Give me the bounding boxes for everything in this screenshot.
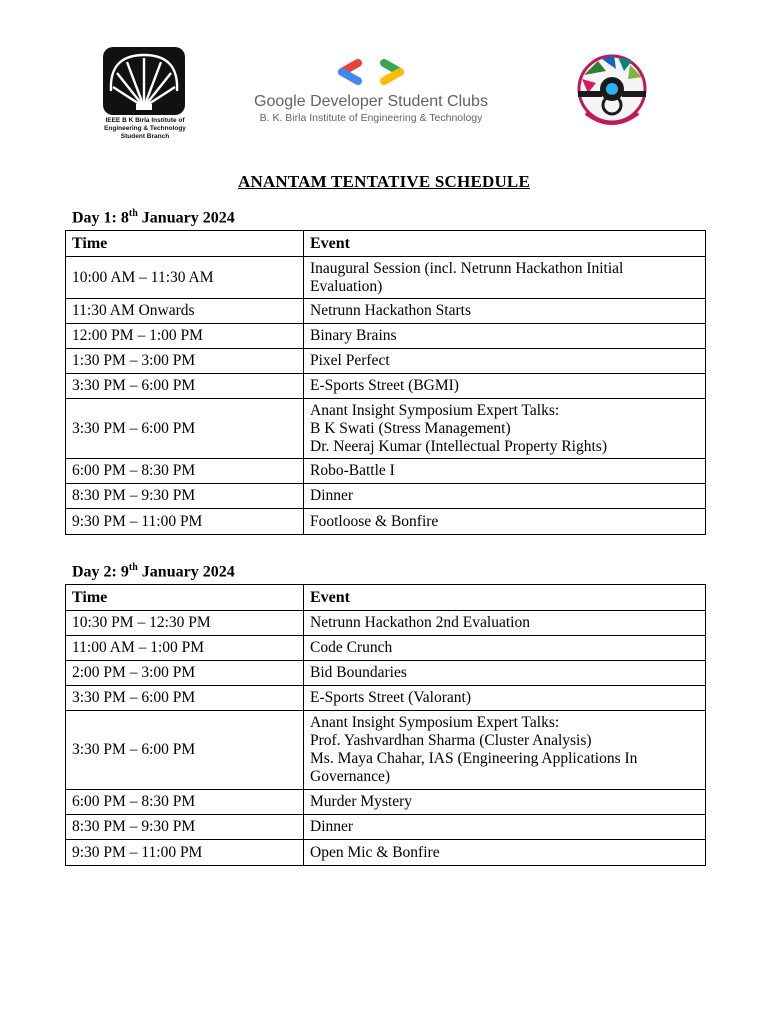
table-row: [66, 374, 706, 399]
event-column-header: Event: [304, 231, 706, 257]
time-cell: 9:30 PM – 11:00 PM: [66, 509, 304, 535]
event-cell: [304, 815, 706, 840]
event-line: Dinner: [310, 487, 354, 504]
time-cell: 1:30 PM – 3:00 PM: [66, 349, 304, 374]
day2-heading-ordinal: th: [128, 562, 138, 573]
table-row: [66, 349, 706, 374]
event-line: Code Crunch: [310, 639, 393, 656]
time-cell: 8:30 PM – 9:30 PM: [66, 815, 304, 840]
day1-heading-suffix: January 2024: [137, 209, 235, 227]
event-cell: [304, 257, 706, 299]
day1-heading-ordinal: th: [128, 208, 138, 219]
table-row: [66, 636, 706, 661]
event-cell: [304, 349, 706, 374]
event-line: Netrunn Hackathon Starts: [310, 302, 471, 319]
event-cell: [304, 686, 706, 711]
event-line: Inaugural Session (incl. Netrunn Hackathon Initial: [310, 259, 624, 277]
event-line: Dr. Neeraj Kumar (Intellectual Property Rights): [310, 437, 607, 455]
day1-heading: [72, 208, 235, 227]
day2-schedule-table: [65, 584, 706, 866]
table-row: [66, 686, 706, 711]
time-cell: 3:30 PM – 6:00 PM: [66, 374, 304, 399]
time-cell: 3:30 PM – 6:00 PM: [66, 711, 304, 790]
event-cell: [304, 299, 706, 324]
event-line: Footloose & Bonfire: [310, 512, 439, 530]
gdsc-subtitle: B. K. Birla Institute of Engineering & Technology: [259, 112, 483, 124]
event-line: Binary Brains: [310, 327, 397, 344]
event-line: Robo-Battle I: [310, 462, 395, 479]
event-line: Evaluation): [310, 277, 383, 295]
table-row: [66, 299, 706, 324]
event-line: E-Sports Street (BGMI): [310, 377, 459, 394]
table-row: [66, 484, 706, 509]
table-header-row: [66, 585, 706, 611]
table-row: [66, 257, 706, 299]
shell-logo-icon: [103, 47, 185, 115]
ieee-student-branch-logo: [100, 47, 190, 141]
table-row: [66, 611, 706, 636]
college-emblem-icon: [562, 47, 662, 137]
time-cell: 11:00 AM – 1:00 PM: [66, 636, 304, 661]
ieee-caption-line: Student Branch: [120, 133, 170, 140]
time-cell: 10:00 AM – 11:30 AM: [66, 257, 304, 299]
gdsc-brackets-icon: [336, 57, 406, 87]
event-line: Prof. Yashvardhan Sharma (Cluster Analysis): [310, 732, 592, 749]
table-row: [66, 790, 706, 815]
event-line: Dinner: [310, 818, 354, 835]
event-cell: [304, 711, 706, 790]
event-line: Pixel Perfect: [310, 352, 390, 369]
time-cell: 8:30 PM – 9:30 PM: [66, 484, 304, 509]
day1-heading-prefix: Day 1: 8: [72, 209, 129, 227]
time-cell: 6:00 PM – 8:30 PM: [66, 790, 304, 815]
event-line: Ms. Maya Chahar, IAS (Engineering Applications In: [310, 750, 638, 767]
table-row: [66, 399, 706, 459]
table-row: [66, 711, 706, 790]
ieee-caption-line: Engineering & Technology: [104, 125, 186, 132]
event-cell: [304, 661, 706, 686]
time-column-header: Time: [66, 231, 304, 257]
event-cell: [304, 374, 706, 399]
event-cell: [304, 840, 706, 866]
event-cell: [304, 790, 706, 815]
event-line: Netrunn Hackathon 2nd Evaluation: [310, 614, 530, 631]
table-row: [66, 324, 706, 349]
logo-row: [0, 45, 768, 145]
table-row: [66, 459, 706, 484]
event-cell: [304, 509, 706, 535]
ieee-caption-line: IEEE B K Birla Institute of: [105, 117, 185, 124]
event-line: Bid Boundaries: [310, 664, 407, 681]
time-cell: 11:30 AM Onwards: [66, 299, 304, 324]
ieee-logo-caption: [100, 117, 190, 141]
day2-heading-prefix: Day 2: 9: [72, 563, 129, 581]
table-row: [66, 840, 706, 866]
gdsc-title: Google Developer Student Clubs: [254, 93, 488, 110]
table-row: [66, 509, 706, 535]
day2-heading-suffix: January 2024: [137, 563, 235, 581]
event-column-header: Event: [304, 585, 706, 611]
event-line: B K Swati (Stress Management): [310, 419, 511, 437]
event-cell: [304, 399, 706, 459]
time-cell: 6:00 PM – 8:30 PM: [66, 459, 304, 484]
time-cell: 12:00 PM – 1:00 PM: [66, 324, 304, 349]
event-cell: [304, 459, 706, 484]
event-cell: [304, 611, 706, 636]
event-cell: [304, 484, 706, 509]
event-cell: [304, 636, 706, 661]
event-line: Anant Insight Symposium Expert Talks:: [310, 714, 560, 731]
event-cell: [304, 324, 706, 349]
schedule-title: ANANTAM TENTATIVE SCHEDULE: [237, 172, 531, 191]
table-row: [66, 815, 706, 840]
event-line: Anant Insight Symposium Expert Talks:: [310, 401, 560, 419]
time-column-header: Time: [66, 585, 304, 611]
table-row: [66, 661, 706, 686]
event-line: E-Sports Street (Valorant): [310, 689, 471, 706]
college-emblem: [562, 47, 662, 142]
time-cell: 2:00 PM – 3:00 PM: [66, 661, 304, 686]
event-line: Murder Mystery: [310, 793, 413, 810]
day2-heading: [72, 562, 235, 581]
event-line: Open Mic & Bonfire: [310, 843, 440, 861]
day1-schedule-table: [65, 230, 706, 535]
time-cell: 10:30 PM – 12:30 PM: [66, 611, 304, 636]
time-cell: 3:30 PM – 6:00 PM: [66, 399, 304, 459]
time-cell: 3:30 PM – 6:00 PM: [66, 686, 304, 711]
time-cell: 9:30 PM – 11:00 PM: [66, 840, 304, 866]
gdsc-logo: [246, 57, 496, 125]
event-line: Governance): [310, 768, 391, 785]
table-header-row: [66, 231, 706, 257]
